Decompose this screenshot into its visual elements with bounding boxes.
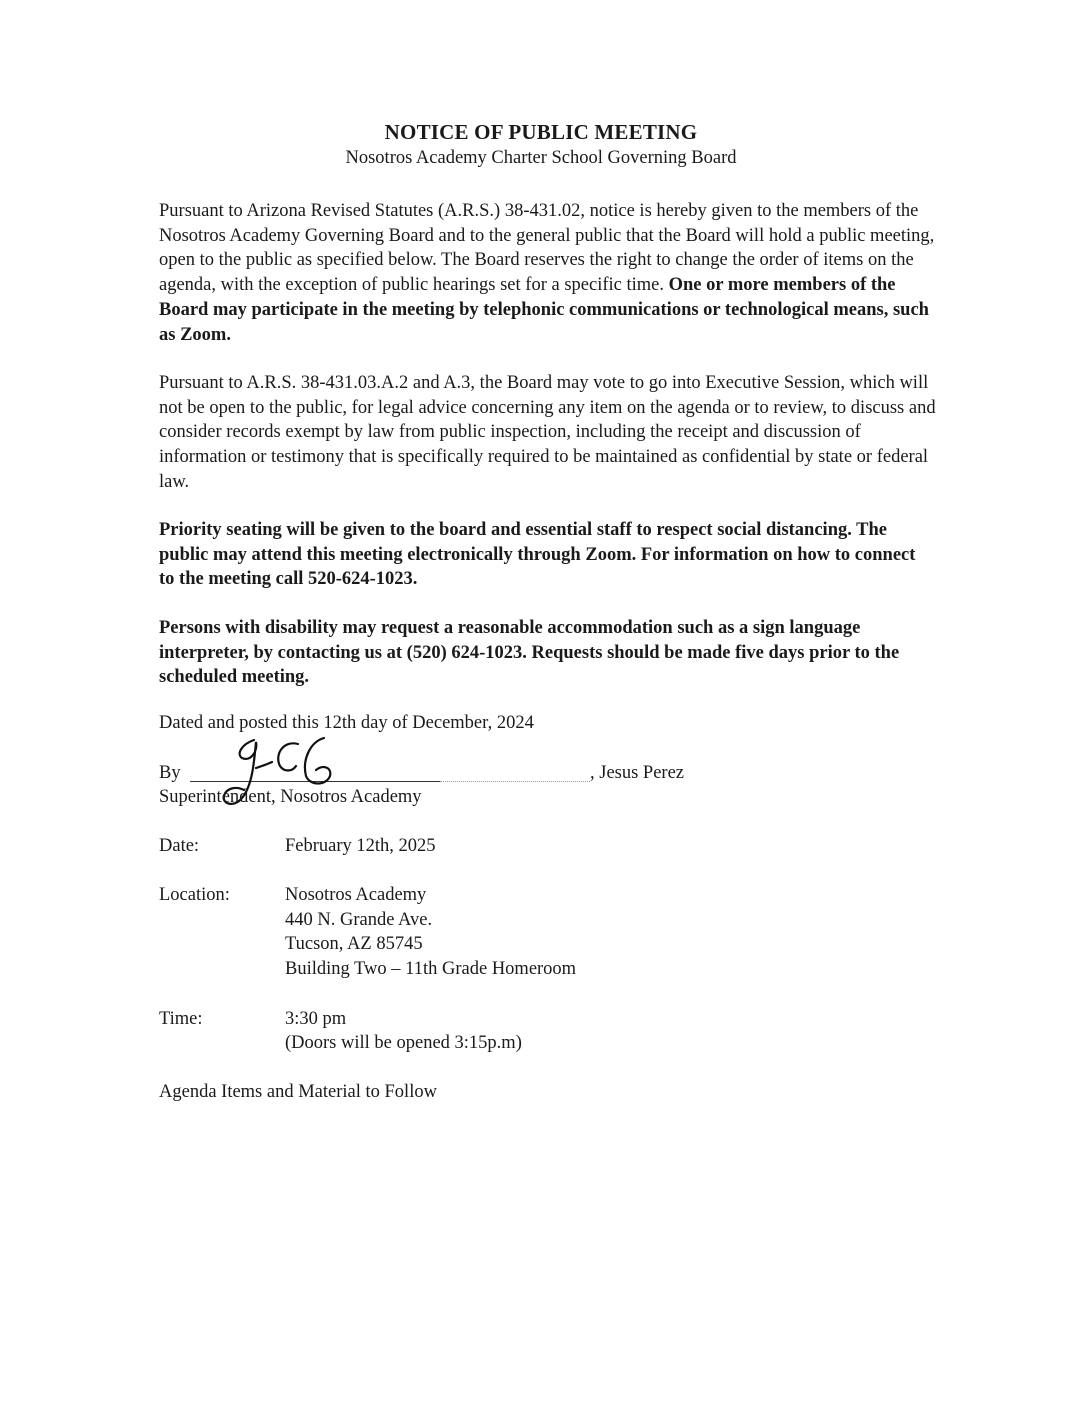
remote-participation-text: One or more members of the Board may participate in the meeting by telephonic communications or technological means, such as Zoom. [159,275,929,345]
signature-line-extension [440,781,590,782]
location-line: Nosotros Academy [285,885,427,905]
location-line: 440 N. Grande Ave. [285,910,433,930]
agenda-followup-note: Agenda Items and Material to Follow [159,1082,437,1102]
signer-name: , Jesus Perez [590,763,685,783]
page-title: NOTICE OF PUBLIC MEETING [384,120,698,144]
statute-notice-paragraph [159,199,939,347]
time-label: Time: [159,1009,203,1029]
dated-posted-line: Dated and posted this 12th day of December, 2024 [159,713,534,733]
executive-session-paragraph: Pursuant to A.R.S. 38-431.03.A.2 and A.3, the Board may vote to go into Executive Session, which will not be open to the public, for legal advice concerning any item on the agenda or to review, to discuss and consider records exempt by law from public inspection, including the receipt and discussion of information or testimony that is specifically required to be maintained as confidential by state or federal law. [159,373,936,492]
time-value: 3:30 pm [285,1009,347,1029]
statute-notice-text: Pursuant to Arizona Revised Statutes (A.R.S.) 38-431.02, notice is hereby given to the members of the Nosotros Academy Governing Board and to the general public that the Board will hold a public meeting, open to the public as specified below. The Board reserves the right to change the order of items on the agenda, with the exception of public hearings set for a specific time. [159,201,935,296]
location-label: Location: [159,885,230,905]
location-line: Building Two – 11th Grade Homeroom [285,959,577,979]
signer-title: Superintendent, Nosotros Academy [159,787,422,807]
date-value: February 12th, 2025 [285,836,436,856]
by-label: By [159,763,181,783]
doors-open-note: (Doors will be opened 3:15p.m) [285,1033,522,1053]
priority-seating-paragraph: Priority seating will be given to the board and essential staff to respect social distancing. The public may attend this meeting electronically through Zoom. For information on how to connect to the meeting call 520-624-1023. [159,520,916,590]
date-label: Date: [159,836,200,856]
page-subtitle: Nosotros Academy Charter School Governing Board [345,148,737,168]
location-line: Tucson, AZ 85745 [285,934,423,954]
disability-accommodation-paragraph: Persons with disability may request a reasonable accommodation such as a sign language interpreter, by contacting us at (520) 624-1023. Requests should be made five days prior to the scheduled meeting. [159,618,900,688]
